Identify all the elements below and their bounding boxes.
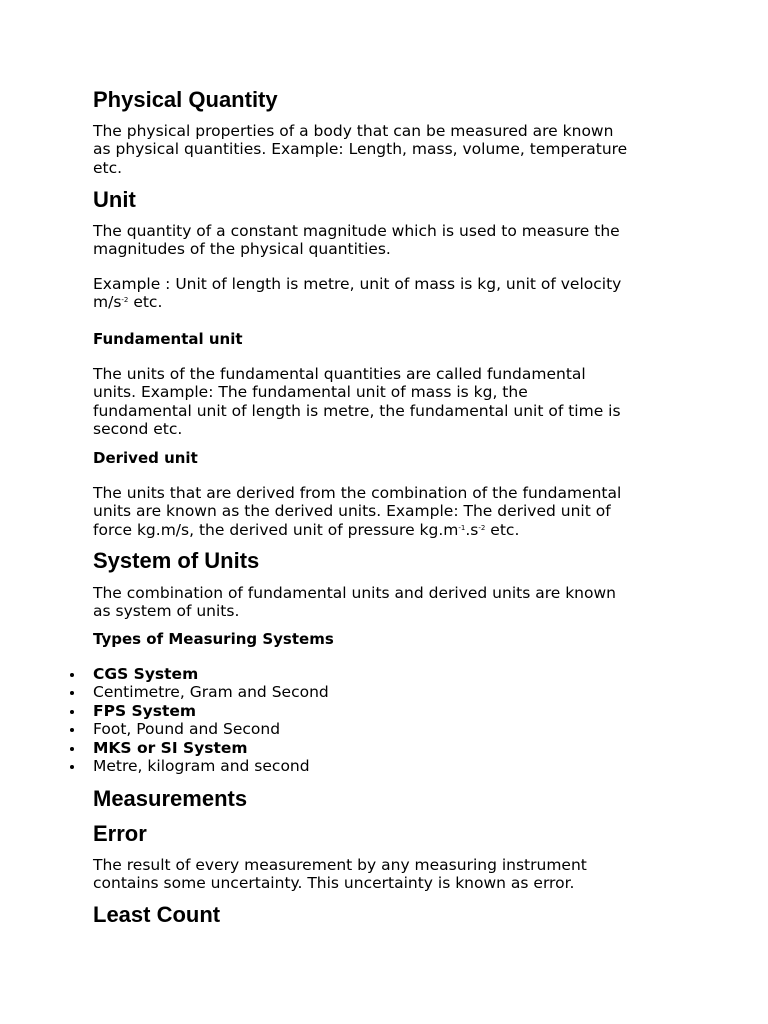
- list-item: CGS System: [93, 665, 693, 683]
- list-item: Metre, kilogram and second: [93, 757, 693, 775]
- superscript: -2: [121, 296, 129, 305]
- text-line: units. Example: The fundamental unit of mass is kg, the: [93, 383, 528, 402]
- paragraph-fundamental-unit: [93, 365, 693, 438]
- text-line: Example : Unit of length is metre, unit of mass is kg, unit of velocity: [93, 275, 622, 293]
- text-fragment: etc.: [128, 293, 163, 312]
- text-line: second etc.: [93, 419, 183, 438]
- text-fragment: force kg.m/s, the derived unit of pressure kg.m: [93, 520, 459, 539]
- text-line: magnitudes of the physical quantities.: [93, 240, 391, 259]
- text-line: The units of the fundamental quantities are called fundamental: [93, 365, 586, 383]
- list-item: MKS or SI System: [93, 739, 693, 757]
- measuring-systems-list: [93, 665, 693, 775]
- text-fragment: etc.: [485, 520, 520, 539]
- heading-error: Error: [93, 821, 147, 846]
- heading-least-count: Least Count: [93, 902, 221, 927]
- heading-derived-unit: Derived unit: [93, 449, 198, 467]
- paragraph-physical-quantity: [93, 122, 693, 177]
- text-line: as system of units.: [93, 602, 240, 621]
- list-item: Centimetre, Gram and Second: [93, 683, 693, 701]
- paragraph-derived-unit: [93, 484, 693, 539]
- superscript: -2: [478, 523, 486, 532]
- heading-system-of-units: System of Units: [93, 548, 260, 573]
- text-line: The quantity of a constant magnitude which is used to measure the: [93, 222, 620, 240]
- paragraph-unit-definition: [93, 222, 693, 259]
- text-line: [93, 293, 693, 311]
- heading-fundamental-unit: Fundamental unit: [93, 330, 243, 348]
- paragraph-system-of-units: [93, 584, 693, 621]
- superscript: -1: [458, 523, 466, 532]
- text-line: units are known as the derived units. Example: The derived unit of: [93, 502, 611, 521]
- text-line: etc.: [93, 158, 123, 177]
- heading-types-of-measuring-systems: Types of Measuring Systems: [93, 630, 334, 648]
- text-line: fundamental unit of length is metre, the fundamental unit of time is: [93, 401, 621, 420]
- text-line: The result of every measurement by any measuring instrument: [93, 856, 587, 874]
- heading-physical-quantity: Physical Quantity: [93, 87, 278, 112]
- text-line: [93, 521, 693, 539]
- list-item: Foot, Pound and Second: [93, 720, 693, 738]
- paragraph-unit-example: [93, 275, 693, 312]
- text-line: contains some uncertainty. This uncertainty is known as error.: [93, 874, 575, 893]
- text-fragment: .s: [465, 520, 479, 539]
- text-line: The physical properties of a body that can be measured are known: [93, 122, 614, 140]
- text-line: The combination of fundamental units and derived units are known: [93, 584, 616, 602]
- paragraph-error: [93, 856, 693, 893]
- text-line: as physical quantities. Example: Length, mass, volume, temperature: [93, 140, 628, 159]
- heading-unit: Unit: [93, 187, 136, 212]
- text-fragment: m/s: [93, 293, 122, 312]
- heading-measurements: Measurements: [93, 786, 248, 811]
- list-item: FPS System: [93, 702, 693, 720]
- text-line: The units that are derived from the combination of the fundamental: [93, 484, 622, 502]
